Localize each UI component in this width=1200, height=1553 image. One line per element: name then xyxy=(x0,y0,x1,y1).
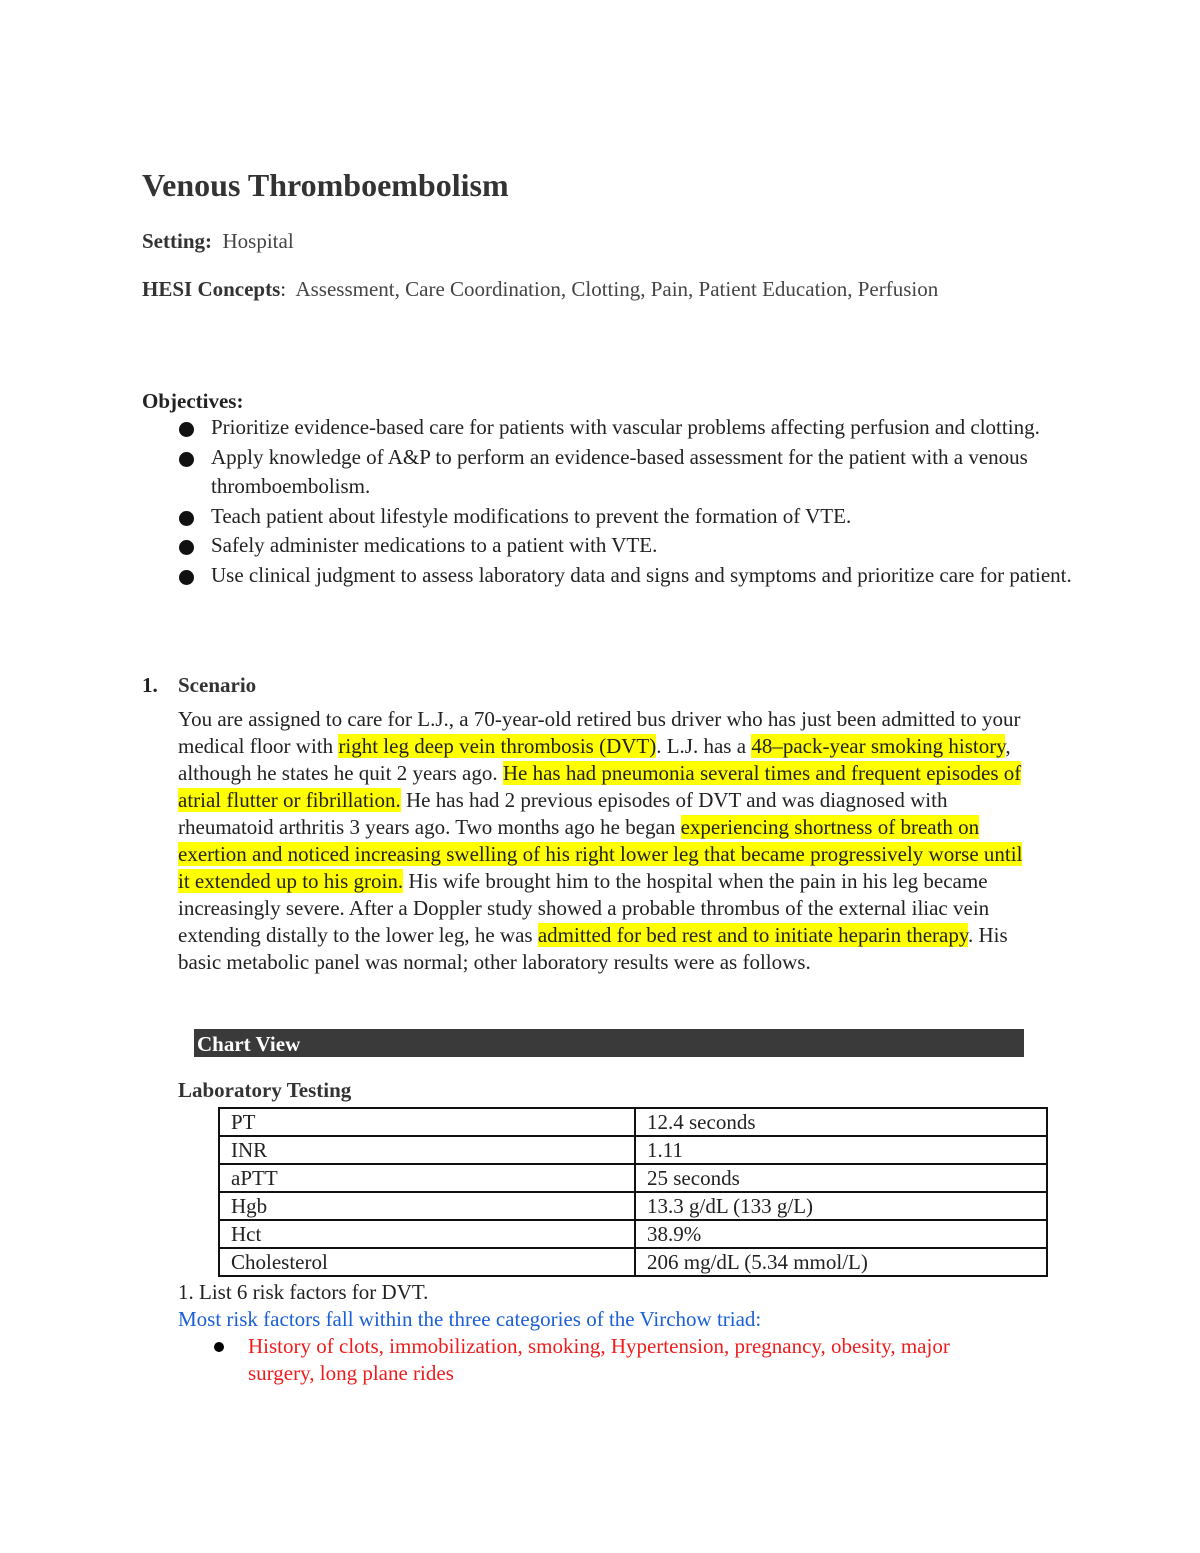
lab-test-value: 13.3 g/dL (133 g/L) xyxy=(635,1192,1047,1220)
table-row xyxy=(219,1164,1047,1192)
lab-test-value: 25 seconds xyxy=(635,1164,1047,1192)
objective-item xyxy=(142,561,1072,591)
lab-test-name: INR xyxy=(219,1136,635,1164)
table-row xyxy=(219,1108,1047,1136)
objective-item xyxy=(142,443,1072,502)
table-row xyxy=(219,1192,1047,1220)
scenario-text: He has had 2 previous episodes of DVT and was diagnosed with rheumatoid arthritis 3 years ago. Two months ago he began xyxy=(178,788,948,839)
answer-text: History of clots, immobilization, smoking, Hypertension, pregnancy, obesity, major surgery, long plane rides xyxy=(248,1334,950,1385)
objective-text: Safely administer medications to a patient with VTE. xyxy=(211,533,658,557)
scenario-text: . His basic metabolic panel was normal; other laboratory results were as follows. xyxy=(178,923,1008,974)
lab-test-value: 12.4 seconds xyxy=(635,1108,1047,1136)
highlighted-text: 48–pack-year smoking history xyxy=(751,734,1006,758)
bullet-icon xyxy=(179,452,194,467)
setting-value: Hospital xyxy=(222,229,294,253)
highlighted-text: experiencing shortness of breath on exertion and noticed increasing swelling of his right lower leg that became progressively worse until it extended up to his groin. xyxy=(178,815,1023,893)
lab-testing-heading: Laboratory Testing xyxy=(178,1078,352,1102)
lab-test-name: Cholesterol xyxy=(219,1248,635,1276)
objective-text: Use clinical judgment to assess laboratory data and signs and symptoms and prioritize care for patient. xyxy=(211,562,1072,587)
hesi-concepts-colon: : xyxy=(280,277,287,301)
objective-item xyxy=(142,531,1072,561)
objectives-heading: Objectives: xyxy=(142,389,244,413)
objective-item xyxy=(142,413,1072,443)
bullet-icon xyxy=(179,422,194,437)
lab-test-value: 1.11 xyxy=(635,1136,1047,1164)
highlighted-text: admitted for bed rest and to initiate heparin therapy xyxy=(537,923,968,947)
scenario-paragraph xyxy=(178,706,1038,976)
hesi-concepts-label: HESI Concepts xyxy=(142,277,281,301)
bullet-icon xyxy=(214,1342,224,1352)
setting-label: Setting: xyxy=(142,229,212,253)
answer-list xyxy=(178,1333,998,1387)
highlighted-text: right leg deep vein thrombosis (DVT) xyxy=(338,734,657,758)
objective-text: Teach patient about lifestyle modifications to prevent the formation of VTE. xyxy=(211,503,852,528)
lab-test-name: Hct xyxy=(219,1220,635,1248)
hesi-concepts-line xyxy=(142,275,1072,303)
table-row xyxy=(219,1248,1047,1276)
table-row xyxy=(219,1220,1047,1248)
section-title: Scenario xyxy=(178,673,257,697)
question-text: 1. List 6 risk factors for DVT. xyxy=(178,1280,429,1304)
lab-test-name: PT xyxy=(219,1108,635,1136)
lab-test-name: aPTT xyxy=(219,1164,635,1192)
objective-text: Apply knowledge of A&P to perform an evidence-based assessment for the patient with a venous thromboembolism. xyxy=(211,444,1028,498)
lab-table xyxy=(218,1107,1048,1277)
bullet-icon xyxy=(179,540,194,555)
chart-view-bar: Chart View xyxy=(194,1029,1024,1057)
lab-test-name: Hgb xyxy=(219,1192,635,1220)
objective-item xyxy=(142,502,1072,532)
answer-intro: Most risk factors fall within the three categories of the Virchow triad: xyxy=(178,1307,762,1331)
answer-item xyxy=(178,1333,998,1387)
lab-test-value: 38.9% xyxy=(635,1220,1047,1248)
bullet-icon xyxy=(179,570,194,585)
scenario-text: You are assigned to care for L.J., a 70-year-old retired bus driver who has just been admitted to your medical floor with xyxy=(178,707,1021,758)
objective-text: Prioritize evidence-based care for patients with vascular problems affecting perfusion and clotting. xyxy=(211,415,1040,439)
table-row xyxy=(219,1136,1047,1164)
scenario-text: His wife brought him to the hospital when the pain in his leg became increasingly severe. After a Doppler study showed a probable thrombus of the external iliac vein extending distally to the lower leg, he was xyxy=(178,869,990,947)
section-number: 1. xyxy=(142,673,158,697)
lab-test-value: 206 mg/dL (5.34 mmol/L) xyxy=(635,1248,1047,1276)
scenario-text: , although he states he quit 2 years ago. xyxy=(178,734,1011,785)
scenario-text: . L.J. has a xyxy=(656,734,752,758)
objectives-list xyxy=(142,413,1072,590)
page-title: Venous Thromboembolism xyxy=(142,167,509,203)
setting-line xyxy=(142,227,1072,255)
highlighted-text: He has had pneumonia several times and frequent episodes of atrial flutter or fibrillation. xyxy=(178,761,1022,812)
hesi-concepts-value: Assessment, Care Coordination, Clotting, Pain, Patient Education, Perfusion xyxy=(295,277,939,301)
bullet-icon xyxy=(179,511,194,526)
